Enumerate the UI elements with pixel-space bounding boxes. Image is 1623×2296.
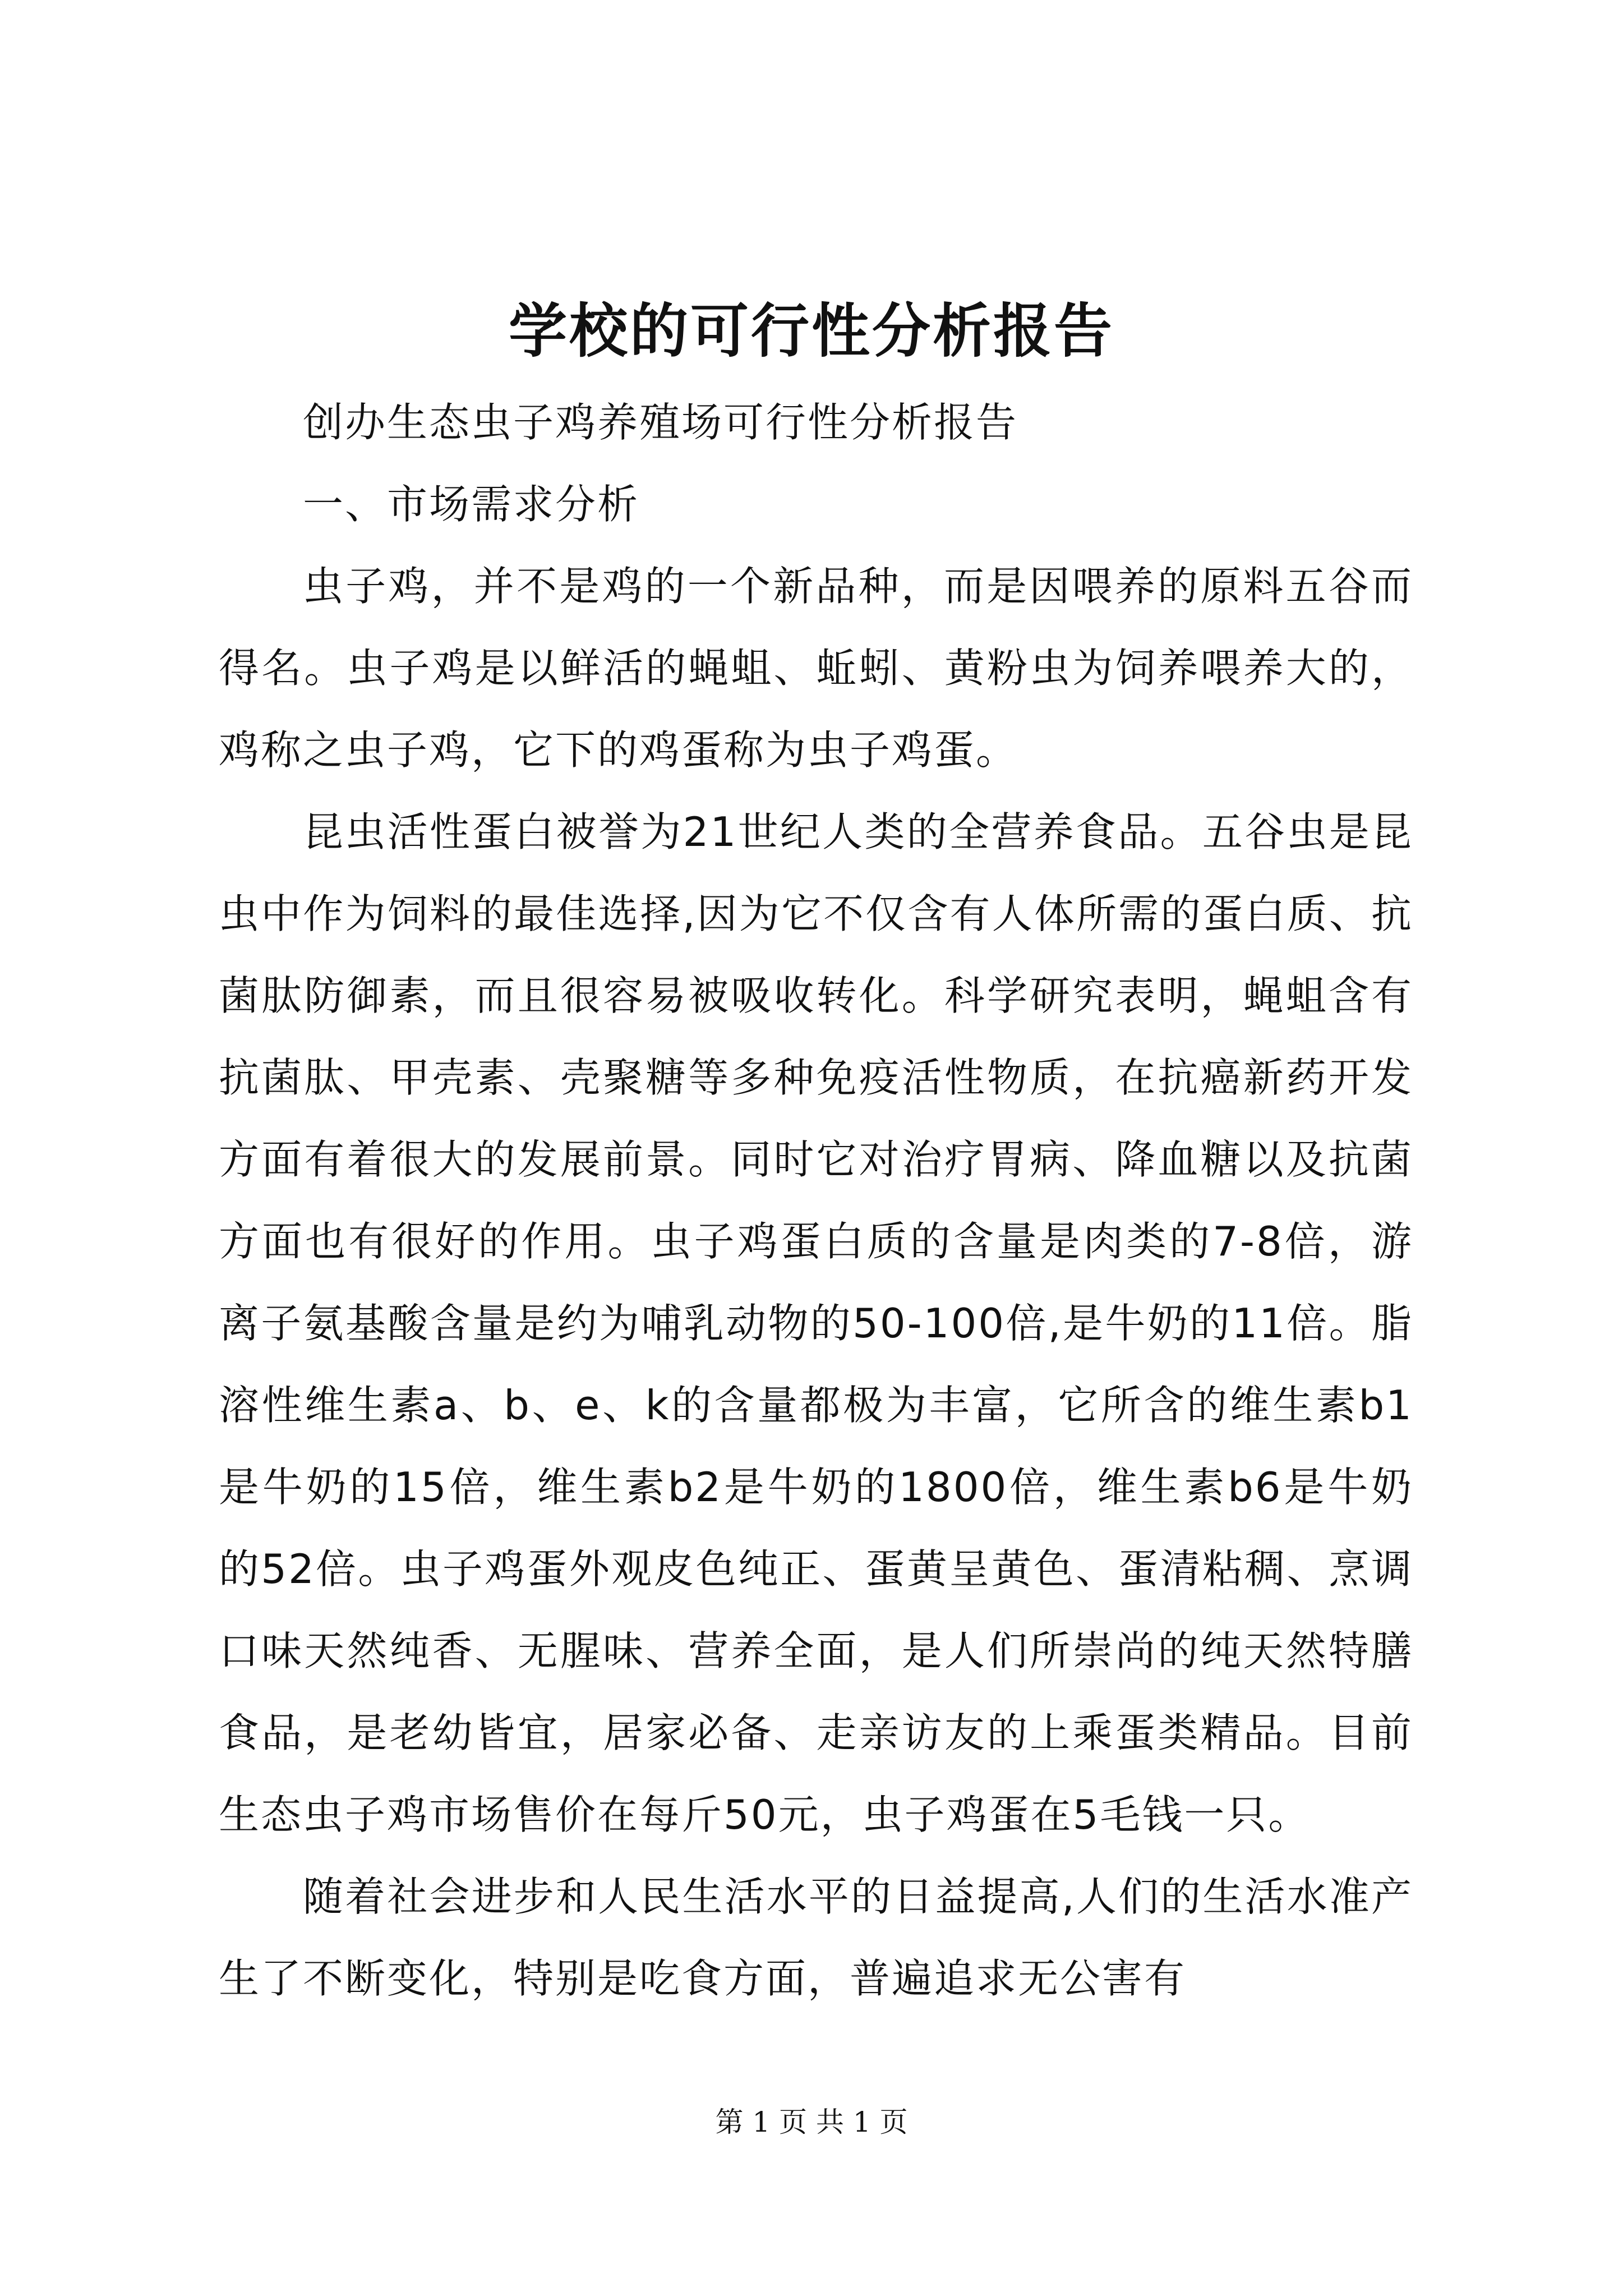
body-paragraph: 昆虫活性蛋白被誉为21世纪人类的全营养食品。五谷虫是昆虫中作为饲料的最佳选择,因为它不仅含有人体所需的蛋白质、抗菌肽防御素，而且很容易被吸收转化。科学研究表明，蝇蛆含有抗菌肽、甲壳素、壳聚糖等多种免疫活性物质，在抗癌新药开发方面有着很大的发展前景。同时它对治疗胃病、降血糖以及抗菌方面也有很好的作用。虫子鸡蛋白质的含量是肉类的7-8倍，游离子氨基酸含量是约为哺乳动物的50-100倍,是牛奶的11倍。脂溶性维生素a、b、e、k的含量都极为丰富，它所含的维生素b1是牛奶的15倍，维生素b2是牛奶的1800倍，维生素b6是牛奶的52倍。虫子鸡蛋外观皮色纯正、蛋黄呈黄色、蛋清粘稠、烹调口味天然纯香、无腥味、营养全面，是人们所崇尚的纯天然特膳食品，是老幼皆宜，居家必备、走亲访友的上乘蛋类精品。目前生态虫子鸡市场售价在每斤50元，虫子鸡蛋在5毛钱一只。 bbox=[219, 808, 1413, 1838]
subtitle-paragraph: 创办生态虫子鸡养殖场可行性分析报告 bbox=[303, 399, 1018, 446]
section-heading: 一、市场需求分析 bbox=[303, 481, 640, 528]
body-paragraph: 随着社会进步和人民生活水平的日益提高,人们的生活水准产生了不断变化，特别是吃食方面，普遍追求无公害有 bbox=[219, 1873, 1413, 2002]
page-footer: 第 1 页 共 1 页 bbox=[715, 2106, 908, 2138]
document-body bbox=[219, 381, 1413, 2019]
body-paragraph: 虫子鸡，并不是鸡的一个新品种，而是因喂养的原料五谷而得名。虫子鸡是以鲜活的蝇蛆、蚯蚓、黄粉虫为饲养喂养大的，鸡称之虫子鸡，它下的鸡蛋称为虫子鸡蛋。 bbox=[219, 563, 1413, 774]
document-title: 学校的可行性分析报告 bbox=[508, 296, 1114, 365]
